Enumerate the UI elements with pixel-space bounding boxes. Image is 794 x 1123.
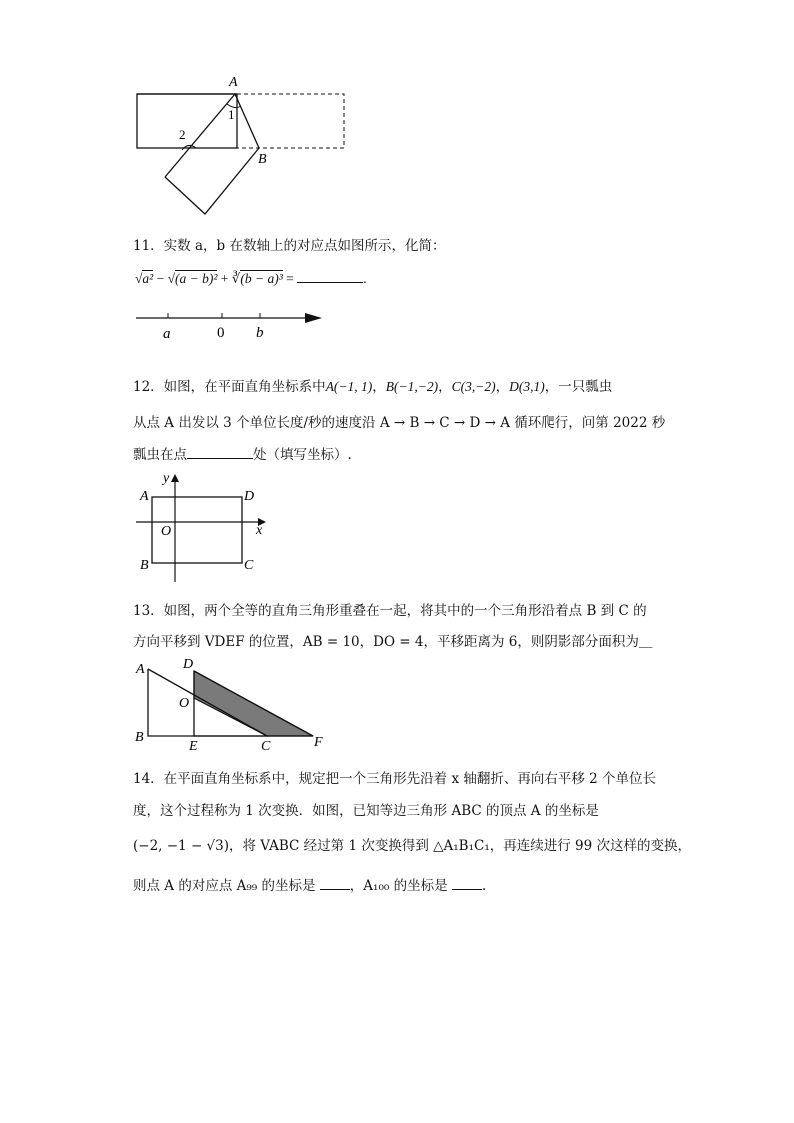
label-F: F (314, 735, 323, 750)
label-D: D (244, 489, 255, 504)
label-1: 1 (228, 107, 235, 122)
q12-line2: 从点 A 出发以 3 个单位长度/秒的速度沿 A → B → C → D → A 循环爬行，问第 2022 秒 (133, 415, 666, 431)
q13-line1: 13．如图，两个全等的直角三角形重叠在一起，将其中的一个三角形沿着点 B 到 C 的 (133, 603, 647, 619)
q13-line2: 方向平移到 VDEF 的位置，AB = 10，DO = 4，平移距离为 6，则阴影部分面积为＿ (133, 634, 653, 650)
folded-edge (165, 94, 235, 177)
q12-point-D: D(3,1) (509, 379, 545, 394)
label-D: D (183, 657, 194, 672)
folded-flap (165, 148, 259, 214)
q11-equals: = (286, 271, 294, 286)
label-A: A (136, 662, 145, 677)
q12-point-C: C(3,−2) (451, 379, 496, 394)
label-A: A (140, 489, 149, 504)
q12-line1-pre: 12．如图，在平面直角坐标系中 (133, 379, 326, 395)
q14-line4 (133, 874, 486, 894)
axis-label-b: b (256, 325, 264, 341)
q11-radicals: √a² − √(a − b)² + ∛(b − a)³ (135, 271, 283, 286)
q14-line2: 度，这个过程称为 1 次变换．如图，已知等边三角形 ABC 的顶点 A 的坐标是 (133, 803, 599, 819)
q12-answer-blank[interactable] (187, 446, 253, 459)
fold-rectangle-figure (130, 70, 360, 220)
q12-line1: 12．如图，在平面直角坐标系中A(−1, 1)，B(−1,−2)，C(3,−2)，D(3,1)，一只瓢虫 (133, 379, 613, 395)
label-O: O (179, 696, 190, 711)
q12-line3 (133, 443, 352, 463)
q12-line3-pre: 瓢虫在点 (133, 447, 187, 463)
axis-label-a: a (163, 326, 171, 342)
q14-line4-pre: 则点 A 的对应点 A₉₉ 的坐标是 (133, 878, 316, 894)
number-line-arrow-icon (305, 313, 322, 323)
label-x: x (256, 523, 263, 538)
y-axis-arrow-icon (171, 474, 179, 482)
q14-line1: 14．在平面直角坐标系中，规定把一个三角形先沿着 x 轴翻折、再向右平移 2 个单位长 (133, 771, 657, 787)
triangle-translation-figure (130, 655, 330, 755)
axis-label-0: 0 (217, 325, 225, 341)
label-O: O (161, 524, 172, 539)
label-E: E (189, 739, 198, 754)
fold-line-AB (235, 94, 259, 148)
rectangle-dashed-part (237, 94, 344, 148)
number-line (130, 305, 330, 345)
q11-line1: 11．实数 a，b 在数轴上的对应点如图所示，化简： (133, 238, 446, 254)
coordinate-figure (132, 470, 272, 585)
label-B: B (140, 558, 149, 573)
q11-answer-blank[interactable] (297, 270, 363, 283)
q14-line3: (−2, −1 − √3)，将 VABC 经过第 1 次变换得到 △A₁B₁C₁，再连续进行 99 次这样的变换， (133, 838, 692, 854)
label-C: C (244, 558, 254, 573)
q12-line1-post: ，一只瓢虫 (544, 379, 613, 395)
q14-line4-end: . (481, 878, 487, 894)
q11-expression (135, 270, 367, 287)
label-B: B (258, 152, 267, 167)
label-2: 2 (179, 127, 186, 142)
q14-answer-blank-2[interactable] (452, 877, 482, 890)
q12-line3-post: 处（填写坐标）. (253, 447, 352, 463)
label-y: y (163, 471, 170, 486)
label-C: C (261, 739, 271, 754)
label-B: B (135, 730, 144, 745)
q14-answer-blank-1[interactable] (320, 877, 350, 890)
q12-point-A: A(−1, 1) (325, 379, 373, 394)
q12-point-B: B(−1,−2) (385, 379, 439, 394)
q14-line4-mid: ，A₁₀₀ 的坐标是 (349, 878, 448, 894)
rectangle-solid-part (137, 94, 237, 148)
label-A: A (229, 75, 238, 90)
q11-end: . (363, 271, 367, 286)
